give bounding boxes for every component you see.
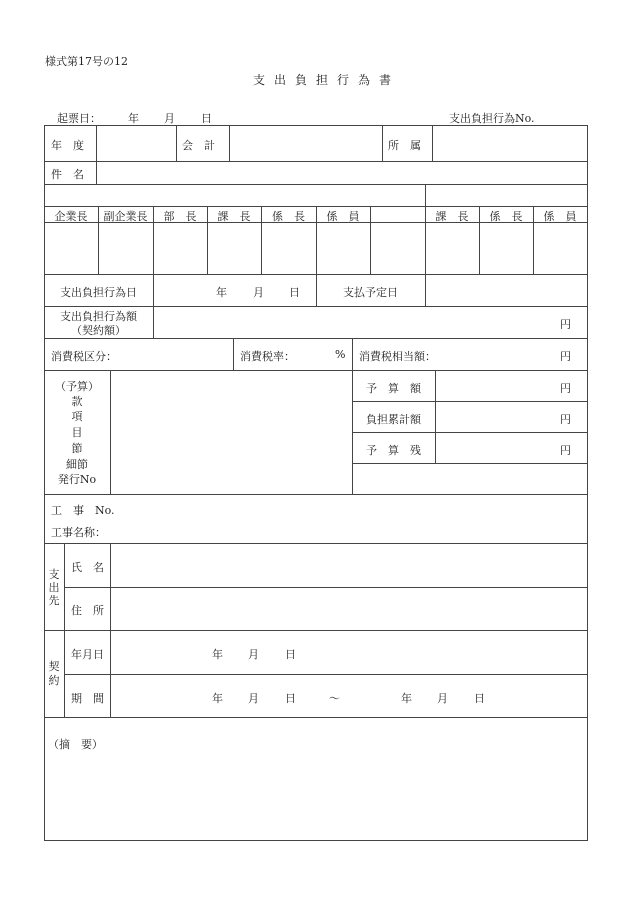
payment-date-label: 支払予定日 [343,286,398,299]
tax-percent: % [335,348,346,361]
amount-label-line2: （契約額） [71,324,126,337]
payee-name-label: 氏 名 [71,561,104,574]
period-end-year: 年 [401,692,412,705]
budget-item: 項 [71,410,83,423]
contract-title: 契 約 [48,660,60,687]
budget-cumulative-label: 負担累計額 [366,413,421,426]
budget-cumulative-yen: 円 [560,413,571,426]
tax-amount-label: 消費税相当額： [359,350,436,363]
budget-item: （予算） [55,380,99,393]
amount-label-line1: 支出負担行為額 [60,310,137,323]
kihyo-label: 起票日： [57,112,101,125]
budget-item: 目 [71,426,83,439]
form-id: 様式第17号の12 [45,55,128,68]
budget-item: 発行No [57,473,97,486]
period-start-month: 月 [248,692,259,705]
shishutsu-date-year: 年 [216,286,227,299]
nendo-label: 年 度 [51,139,84,152]
shishutsu-date-label: 支出負担行為日 [60,286,137,299]
budget-amount-label: 予 算 額 [366,382,421,395]
approver-header: 部 長 [163,210,197,223]
payee-title: 支 出 先 [48,568,60,607]
tax-kubun-label: 消費税区分： [51,350,117,363]
period-start-year: 年 [212,692,223,705]
shishutsu-date-month: 月 [253,286,264,299]
contract-date-label: 年月日 [71,648,104,661]
tax-rate-label: 消費税率： [240,350,295,363]
approver-header: 企業長 [54,210,88,223]
shishutsu-date-day: 日 [289,286,300,299]
approver-header: 課 長 [217,210,251,223]
koji-no-label: 工 事 No. [51,504,115,517]
budget-remaining-yen: 円 [560,444,571,457]
budget-remaining-label: 予 算 残 [366,444,421,457]
period-tilde: ～ [329,692,340,705]
approver-header: 係 員 [543,210,577,223]
budget-item: 款 [71,395,83,408]
kihyo-day: 日 [201,112,212,125]
amount-yen: 円 [560,318,571,331]
tekiyo-label: （摘 要） [48,738,103,751]
contract-date-year: 年 [212,648,223,661]
contract-date-month: 月 [248,648,259,661]
approver-header: 係 員 [326,210,360,223]
kenmei-label: 件 名 [51,168,84,181]
page-title: 支出負担行為書 [253,73,401,87]
shishutsu-no-label: 支出負担行為No. [449,112,535,125]
kihyo-month: 月 [164,112,175,125]
approver-header: 係 長 [272,210,305,223]
approver-header: 課 長 [435,210,469,223]
approver-header: 副企業長 [103,210,148,223]
contract-period-label: 期 間 [71,692,104,705]
tax-yen: 円 [560,350,571,363]
approver-header: 係 長 [489,210,523,223]
period-end-month: 月 [437,692,448,705]
budget-item: 節 [71,442,83,455]
kaikei-label: 会 計 [182,139,215,152]
koji-name-label: 工事名称： [51,526,106,539]
budget-item: 細節 [66,458,88,471]
period-start-day: 日 [285,692,296,705]
shozoku-label: 所 属 [388,139,421,152]
payee-address-label: 住 所 [71,604,104,617]
contract-date-day: 日 [285,648,296,661]
budget-amount-yen: 円 [560,382,571,395]
kihyo-year: 年 [128,112,139,125]
period-end-day: 日 [474,692,485,705]
